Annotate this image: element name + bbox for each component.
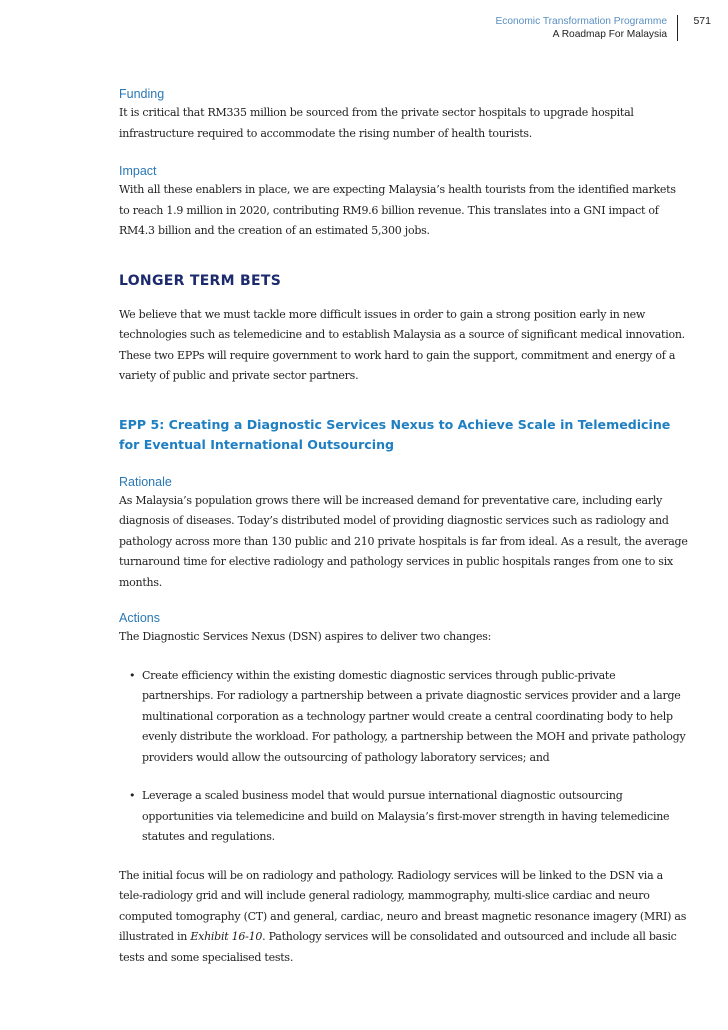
bullet-glyph: • [129, 789, 136, 802]
rationale-heading: Rationale [119, 474, 172, 489]
header-titles [407, 15, 667, 41]
funding-heading: Funding [119, 87, 165, 101]
longer-term-bets-paragraph: We believe that we must tackle more difficult issues in order to gain a strong position early in new technologies such as telemedicine and to establish Malaysia as a source of significant medical innovation. These two EPPs will require government to work hard to gain the support, commitment and energy of a variety of public and private sector partners. [119, 307, 685, 382]
header-divider [677, 15, 678, 41]
longer-term-bets-heading: LONGER TERM BETS [119, 272, 282, 289]
header-roadmap-title: A Roadmap For Malaysia [552, 29, 667, 40]
impact-heading: Impact [119, 164, 157, 178]
actions-heading: Actions [119, 611, 160, 625]
bullet-glyph: • [129, 668, 136, 682]
epp5-heading: EPP 5: Creating a Diagnostic Services Nexus to Achieve Scale in Telemedicine for Eventual International Outsourcing [119, 416, 671, 452]
rationale-paragraph: As Malaysia’s population grows there will be increased demand for preventative care, including early diagnosis of diseases. Today’s distributed model of providing diagnostic services such as radiology and pathology across more than 130 public and 210 private hospitals is far from ideal. As a result, the average turnaround time for elective radiology and pathology services in public hospitals ranges from one to six months. [119, 493, 688, 589]
bullet-text: Create efficiency within the existing domestic diagnostic services through public-private partnerships. For radiology a partnership between a private diagnostic services provider and a large multinational corporation as a technology partner would create a central coordinating body to help evenly distribute the workload. For pathology, a partnership between the MOH and private pathology providers would allow the outsourcing of pathology laboratory services; and [142, 668, 686, 764]
actions-intro: The Diagnostic Services Nexus (DSN) aspires to deliver two changes: [119, 630, 492, 643]
bullet-text: Leverage a scaled business model that would pursue international diagnostic outsourcing opportunities via telemedicine and build on Malaysia’s first-mover strength in having telemedicine statutes and regulations. [142, 789, 670, 843]
closing-text-end: . Pathology services will be consolidated and outsourced and include all basic tests and some specialised tests. [119, 930, 677, 964]
actions-bullet-list [119, 666, 689, 848]
page-number: 571 [693, 15, 711, 27]
closing-text-start: The initial focus will be on radiology and pathology. Radiology services will be linked to the DSN via a tele-radiology grid and will include general radiology, mammography, multi-slice cardiac and neuro computed tomography (CT) and general, cardiac, neuro and breast magnetic resonance imagery (MRI) as illustrated in [119, 868, 687, 943]
list-item [119, 786, 689, 848]
funding-paragraph: It is critical that RM335 million be sourced from the private sector hospitals to upgrade hospital infrastructure required to accommodate the rising number of health tourists. [119, 106, 634, 140]
closing-paragraph [119, 866, 689, 969]
page-content [119, 85, 689, 968]
list-item [119, 666, 689, 769]
exhibit-reference: Exhibit 16-10 [190, 930, 263, 943]
impact-paragraph: With all these enablers in place, we are expecting Malaysia’s health tourists from the identified markets to reach 1.9 million in 2020, contributing RM9.6 billion revenue. This translates into a GNI impact of RM4.3 billion and the creation of an estimated 5,300 jobs. [119, 183, 676, 237]
header-programme-title: Economic Transformation Programme [495, 16, 667, 27]
